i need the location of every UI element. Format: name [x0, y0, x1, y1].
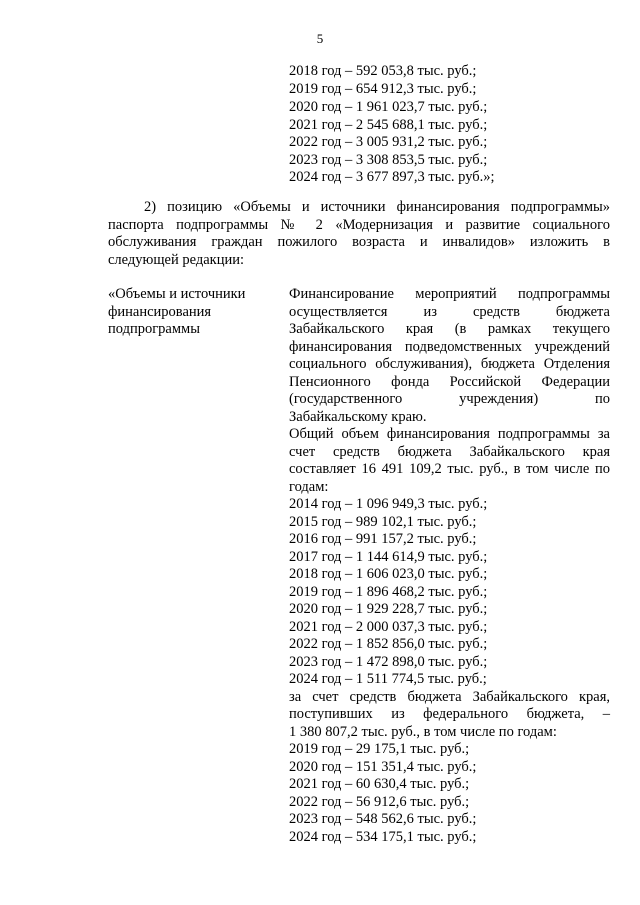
table-right-line: 2019 год – 29 175,1 тыс. руб.;: [289, 741, 470, 757]
table-right-line: 2019 год – 1 896 468,2 тыс. руб.;: [289, 583, 488, 600]
table-right-line: 2023 год – 548 562,6 тыс. руб.;: [289, 811, 477, 827]
table-right-line: 2017 год – 1 144 614,9 тыс. руб.;: [289, 548, 488, 565]
table-right-line: 2024 год – 534 175,1 тыс. руб.;: [289, 828, 477, 845]
table-right-line: составляет 16 491 109,2 тыс. руб., в том числе по: [289, 461, 610, 477]
table-right-line: 2018 год – 1 606 023,0 тыс. руб.;: [289, 566, 488, 582]
table-right-line: счет средств бюджета Забайкальского края: [289, 443, 610, 460]
table-right-line: финансирования подведомственных учреждений: [289, 338, 610, 355]
table-right-line: социального обслуживания), бюджета Отделения: [289, 356, 610, 372]
list-item: 2024 год – 3 677 897,3 тыс. руб.»;: [289, 169, 495, 185]
paragraph-line: обслуживания граждан пожилого возраста и инвалидов» изложить в: [108, 234, 610, 250]
table-right-line: за счет средств бюджета Забайкальского края,: [289, 688, 610, 705]
table-right-line: 2021 год – 2 000 037,3 тыс. руб.;: [289, 618, 488, 635]
list-item: 2022 год – 3 005 931,2 тыс. руб.;: [289, 134, 488, 150]
table-right-line: 2023 год – 1 472 898,0 тыс. руб.;: [289, 653, 488, 670]
table-right-line: 2016 год – 991 157,2 тыс. руб.;: [289, 531, 477, 547]
table-right-line: Финансирование мероприятий подпрограммы: [289, 286, 610, 302]
table-right-line: Общий объем финансирования подпрограммы за: [289, 426, 610, 442]
list-item: 2020 год – 1 961 023,7 тыс. руб.;: [289, 99, 488, 115]
list-item: 2021 год – 2 545 688,1 тыс. руб.;: [289, 117, 488, 133]
table-right-line: 2022 год – 1 852 856,0 тыс. руб.;: [289, 636, 488, 652]
amendment-paragraph: [108, 199, 610, 269]
table-right-line: Пенсионного фонда Российской Федерации: [289, 373, 610, 390]
list-item: 2019 год – 654 912,3 тыс. руб.;: [289, 81, 477, 97]
list-item: 2018 год – 592 053,8 тыс. руб.;: [289, 63, 477, 79]
table-right-line: 2024 год – 1 511 774,5 тыс. руб.;: [289, 671, 487, 687]
table-right-cell: [289, 286, 610, 846]
table-left-line: подпрограммы: [108, 321, 200, 337]
table-right-line: Забайкальскому краю.: [289, 408, 427, 425]
paragraph-line: 2) позицию «Объемы и источники финансирования подпрограммы»: [144, 199, 610, 215]
table-right-line: (государственного учреждения) по: [289, 391, 610, 407]
table-left-line: «Объемы и источники: [108, 286, 246, 302]
table-right-line: 1 380 807,2 тыс. руб., в том числе по годам:: [289, 723, 557, 740]
table-right-line: 2015 год – 989 102,1 тыс. руб.;: [289, 513, 477, 530]
page-number: 5: [316, 31, 324, 46]
table-right-line: 2021 год – 60 630,4 тыс. руб.;: [289, 776, 470, 792]
table-left-line: финансирования: [108, 303, 212, 320]
table-right-line: 2020 год – 151 351,4 тыс. руб.;: [289, 758, 477, 775]
table-right-line: 2014 год – 1 096 949,3 тыс. руб.;: [289, 496, 488, 512]
table-right-line: 2020 год – 1 929 228,7 тыс. руб.;: [289, 601, 488, 617]
table-left-cell: [108, 286, 278, 339]
table-right-line: годам:: [289, 478, 329, 495]
table-right-line: 2022 год – 56 912,6 тыс. руб.;: [289, 793, 470, 810]
paragraph-line: следующей редакции:: [108, 251, 245, 268]
paragraph-line: паспорта подпрограммы № 2 «Модернизация и развитие социального: [108, 216, 610, 233]
table-right-line: поступивших из федерального бюджета, –: [289, 706, 610, 722]
list-item: 2023 год – 3 308 853,5 тыс. руб.;: [289, 152, 488, 168]
table-right-line: Забайкальского края (в рамках текущего: [289, 321, 610, 337]
table-right-line: осуществляется из средств бюджета: [289, 303, 610, 320]
